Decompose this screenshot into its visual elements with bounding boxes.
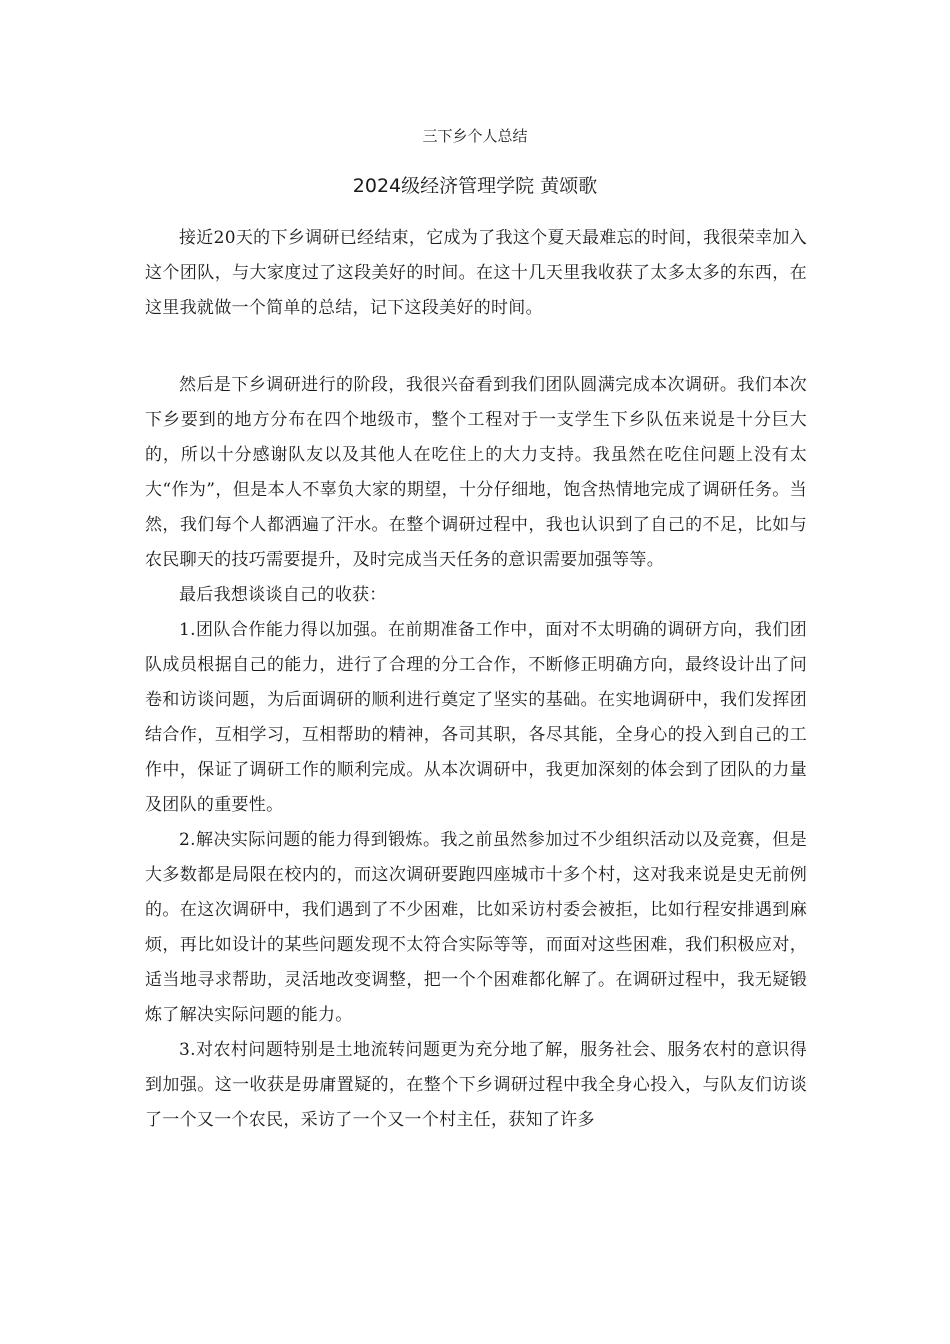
paragraph-gain-3: 3.对农村问题特别是土地流转问题更为充分地了解，服务社会、服务农村的意识得到加强。这一收获是毋庸置疑的，在整个下乡调研过程中我全身心投入，与队友们访谈了一个又一个农民，采访了一个又一个村主任，获知了许多: [145, 1040, 807, 1130]
paragraph-intro: 接近20天的下乡调研已经结束，它成为了我这个夏天最难忘的时间，我很荣幸加入这个团队，与大家度过了这段美好的时间。在这十几天里我收获了太多太多的东西，在这里我就做一个简单的总结，记下这段美好的时间。: [145, 228, 807, 318]
paragraph-gains-intro: 最后我想谈谈自己的收获：: [179, 585, 387, 605]
paragraph-gain-2: 2.解决实际问题的能力得到锻炼。我之前虽然参加过不少组织活动以及竞赛，但是大多数都是局限在校内的，而这次调研要跑四座城市十多个村，这对我来说是史无前例的。在这次调研中，我们遇到了不少困难，比如采访村委会被拒，比如行程安排遇到麻烦，再比如设计的某些问题发现不太符合实际等等，而面对这些困难，我们积极应对，适当地寻求帮助，灵活地改变调整，把一个个困难都化解了。在调研过程中，我无疑锻炼了解决实际问题的能力。: [145, 830, 807, 1025]
document-title: 三下乡个人总结: [422, 127, 528, 145]
paragraph-process: 然后是下乡调研进行的阶段，我很兴奋看到我们团队圆满完成本次调研。我们本次下乡要到的地方分布在四个地级市，整个工程对于一支学生下乡队伍来说是十分巨大的，所以十分感谢队友以及其他人在吃住上的大力支持。我虽然在吃住问题上没有太大“作为”，但是本人不辜负大家的期望，十分仔细地，饱含热情地完成了调研任务。当然，我们每个人都洒遍了汗水。在整个调研过程中，我也认识到了自己的不足，比如与农民聊天的技巧需要提升，及时完成当天任务的意识需要加强等等。: [145, 375, 807, 570]
paragraph-gain-1: 1.团队合作能力得以加强。在前期准备工作中，面对不太明确的调研方向，我们团队成员根据自己的能力，进行了合理的分工合作，不断修正明确方向，最终设计出了问卷和访谈问题，为后面调研的顺利进行奠定了坚实的基础。在实地调研中，我们发挥团结合作，互相学习，互相帮助的精神，各司其职，各尽其能，全身心的投入到自己的工作中，保证了调研工作的顺利完成。从本次调研中，我更加深刻的体会到了团队的力量及团队的重要性。: [145, 620, 807, 815]
intro-block: [145, 221, 807, 326]
document-subtitle: 2024级经济管理学院 黄颂歌: [352, 175, 598, 197]
main-block: [145, 368, 807, 1138]
